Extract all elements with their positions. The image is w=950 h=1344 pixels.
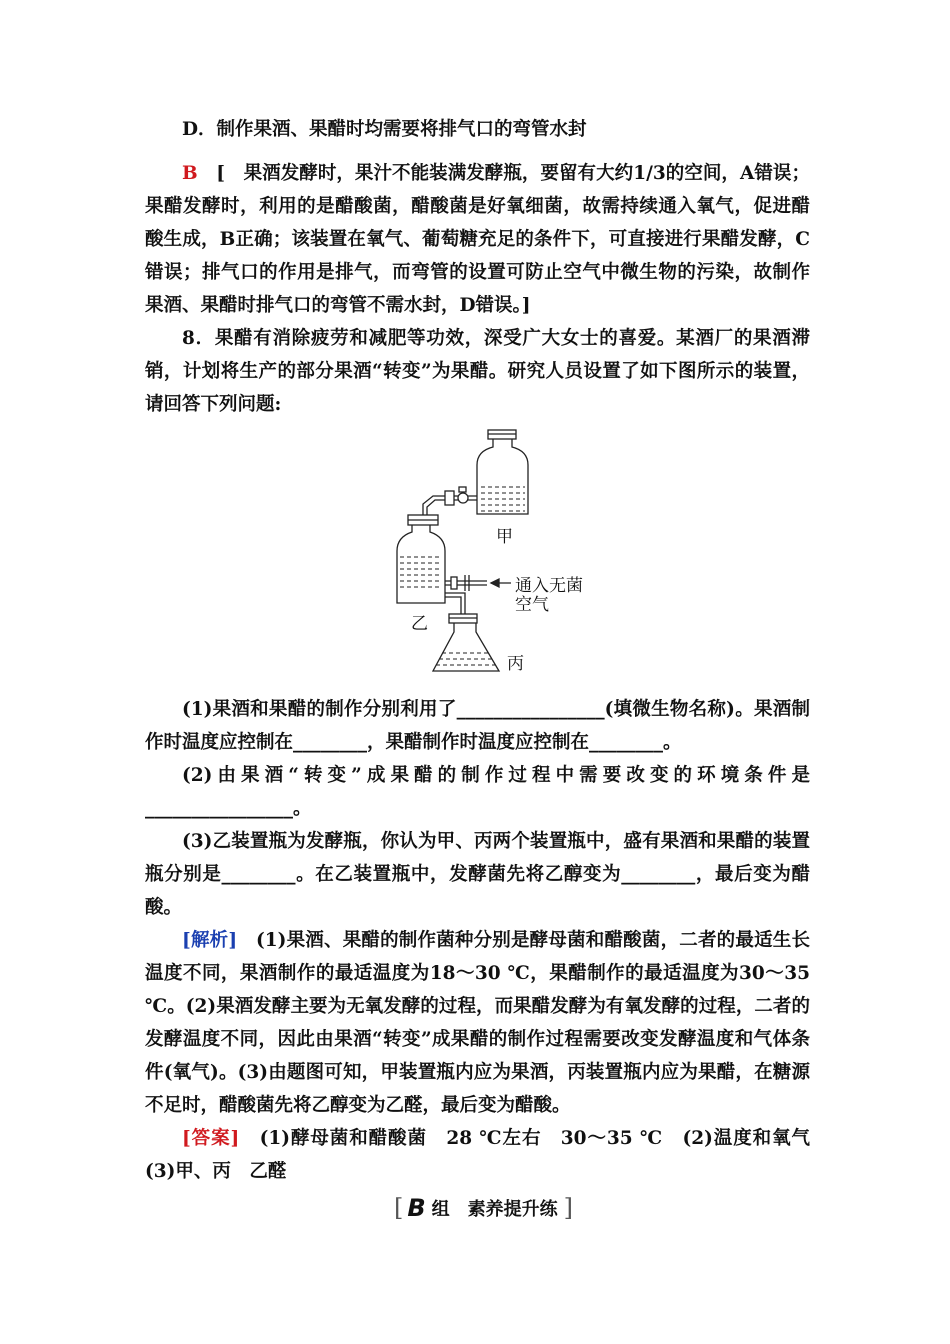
label-yi: 乙 xyxy=(411,614,428,634)
connecting-tube xyxy=(423,487,477,519)
bracket-open: [ xyxy=(216,163,226,184)
answer-text: (1)酵母菌和醋酸菌 28 ℃左右 30～35 ℃ (2)温度和氧气 (3)甲、丙 乙醛 xyxy=(145,1128,829,1182)
question-8-stem-text: 8．果醋有消除疲劳和减肥等功效，深受广大女士的喜爱。某酒厂的果酒滞销，计划将生产的部分果酒“转变”为果醋。研究人员设置了如下图所示的装置，请回答下列问题: xyxy=(145,328,810,415)
flask-bing xyxy=(433,614,499,671)
sub-question-3-text: (3)乙装置瓶为发酵瓶，你认为甲、丙两个装置瓶中，盛有果酒和果醋的装置瓶分别是________。在乙装置瓶中，发酵菌先将乙醇变为________，最后变为醋酸。 xyxy=(145,831,810,918)
option-d-text: D．制作果酒、果醋时均需要将排气口的弯管水封 xyxy=(182,119,587,140)
sub-question-1-text: (1)果酒和果醋的制作分别利用了________________(填微生物名称)。果酒制作时温度应控制在________，果醋制作时温度应控制在________。 xyxy=(145,699,810,753)
final-answer xyxy=(145,1122,829,1188)
sub-question-2-line2 xyxy=(145,792,810,825)
sub-question-2-line1 xyxy=(145,759,810,792)
bottle-jia xyxy=(477,430,528,514)
section-group-text: 组 素养提升练 xyxy=(431,1199,558,1220)
section-bracket-right: ] xyxy=(563,1194,574,1222)
analysis xyxy=(145,924,810,1122)
apparatus-figure xyxy=(385,427,585,682)
section-group-letter: B xyxy=(407,1194,426,1222)
sub-question-1 xyxy=(145,693,810,759)
sub-question-3 xyxy=(145,825,810,924)
air-arrow xyxy=(491,579,511,587)
answer-letter: B xyxy=(182,163,198,184)
apparatus-diagram xyxy=(385,427,585,682)
answer-tag: [答案] xyxy=(182,1128,240,1149)
question-8-stem xyxy=(145,322,810,421)
label-air-line2: 空气 xyxy=(515,595,549,615)
label-bing: 丙 xyxy=(507,654,524,674)
sub-question-2-line2-text: ________________。 xyxy=(145,798,312,819)
sub-question-2-line1-text: (2)由果酒“转变”成果醋的制作过程中需要改变的环境条件是 xyxy=(182,765,810,786)
air-inlet-tube xyxy=(445,575,487,615)
bottle-yi xyxy=(397,515,445,603)
label-jia: 甲 xyxy=(496,527,513,547)
answer-explanation-text: 果酒发酵时，果汁不能装满发酵瓶，要留有大约1/3的空间，A错误；果醋发酵时，利用的是醋酸菌，醋酸菌是好氧细菌，故需持续通入氧气，促进醋酸生成，B正确；该装置在氧气、葡萄糖充足的条件下，可直接进行果醋发酵，C错误；排气口的作用是排气，而弯管的设置可防止空气中微生物的污染，故制作果酒、果醋时排气口的弯管不需水封，D错误。] xyxy=(145,163,810,316)
section-bracket-left: [ xyxy=(394,1194,404,1222)
answer-explanation xyxy=(145,157,810,322)
analysis-text: (1)果酒、果醋的制作菌种分别是酵母菌和醋酸菌，二者的最适生长温度不同，果酒制作的最适温度为18～30 ℃，果醋制作的最适温度为30～35 ℃。(2)果酒发酵主要为无氧发酵的过程，而果醋发酵为有氧发酵的过程，二者的发酵温度不同，因此由果酒“转变”成果醋的制作过程需要改变发酵温度和气体条件(氧气)。(3)由题图可知，甲装置瓶内应为果酒，丙装置瓶内应为果醋，在糖源不足时，醋酸菌先将乙醇变为乙醛，最后变为醋酸。 xyxy=(145,930,810,1116)
label-air-line1: 通入无菌 xyxy=(515,576,583,596)
option-d xyxy=(145,113,810,146)
section-footer xyxy=(394,1193,594,1223)
analysis-tag: [解析] xyxy=(182,930,238,951)
